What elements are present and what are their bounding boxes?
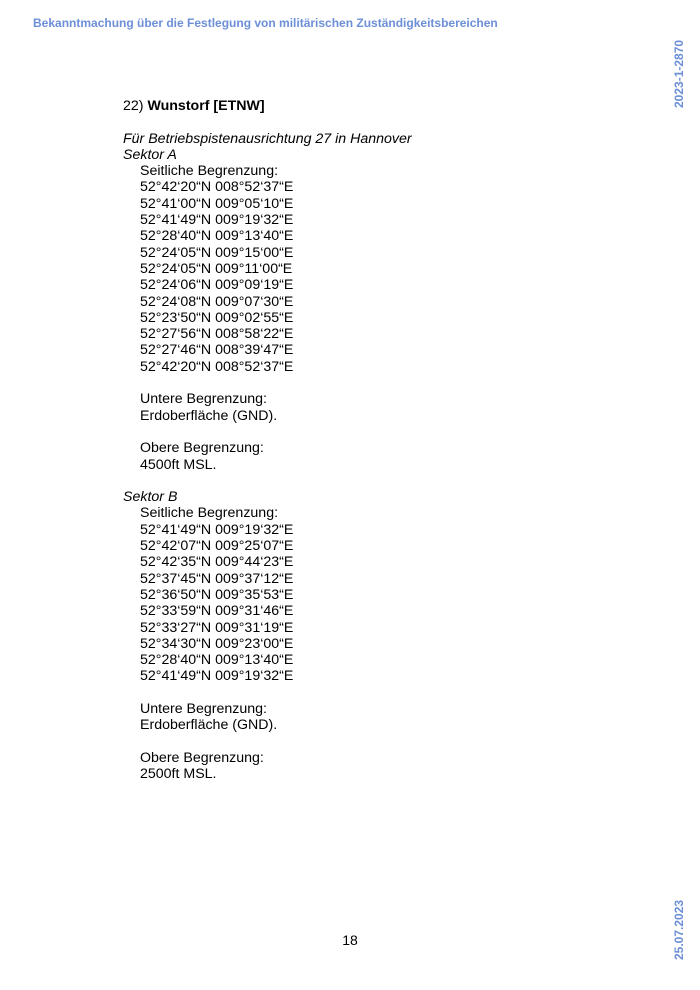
upper-limit-label: Obere Begrenzung: xyxy=(140,440,264,457)
coordinate-item: 52°28‘40“N 009°13‘40“E xyxy=(140,228,294,245)
lower-limit-label: Untere Begrenzung: xyxy=(140,700,267,717)
coordinate-item: 52°28‘40“N 009°13‘40“E xyxy=(140,652,294,669)
coordinate-item: 52°33‘59“N 009°31‘46“E xyxy=(140,603,294,620)
coordinate-list xyxy=(140,522,623,685)
side-doc-number xyxy=(662,33,686,108)
coordinate-item: 52°24‘08“N 009°07‘30“E xyxy=(140,293,294,310)
lower-limit-label: Untere Begrenzung: xyxy=(140,391,267,408)
page-number: 18 xyxy=(342,932,358,948)
date-text: 25.07.2023 xyxy=(672,899,686,960)
upper-limit-value: 2500ft MSL. xyxy=(140,766,217,783)
sector-title: Sektor B xyxy=(123,489,178,506)
lower-limit-value: Erdoberfläche (GND). xyxy=(140,407,278,424)
side-date xyxy=(662,890,686,960)
section-number: 22) xyxy=(123,98,144,114)
doc-number-text: 2023-1-2870 xyxy=(672,39,686,108)
coordinate-item: 52°41‘00“N 009°05‘10“E xyxy=(140,195,294,212)
sector-b xyxy=(123,489,623,782)
coordinate-item: 52°37‘45“N 009°37‘12“E xyxy=(140,570,294,587)
coordinate-item: 52°41‘49“N 009°19‘32“E xyxy=(140,521,294,538)
coordinate-item: 52°41‘49“N 009°19‘32“E xyxy=(140,668,294,685)
coordinate-item: 52°42‘20“N 008°52‘37“E xyxy=(140,179,294,196)
coordinate-item: 52°27‘46“N 008°39‘47“E xyxy=(140,342,294,359)
lateral-label: Seitliche Begrenzung: xyxy=(140,505,279,522)
coordinate-list xyxy=(140,179,623,375)
coordinate-item: 52°36‘50“N 009°35‘53“E xyxy=(140,586,294,603)
section-subtitle: Für Betriebspistenausrichtung 27 in Hannover xyxy=(123,130,412,147)
coordinate-item: 52°33‘27“N 009°31‘19“E xyxy=(140,619,294,636)
upper-limit-label: Obere Begrenzung: xyxy=(140,749,264,766)
upper-limit-value: 4500ft MSL. xyxy=(140,456,217,473)
coordinate-item: 52°42‘07“N 009°25‘07“E xyxy=(140,538,294,555)
coordinate-item: 52°42‘35“N 009°44‘23“E xyxy=(140,554,294,571)
coordinate-item: 52°23‘50“N 009°02‘55“E xyxy=(140,309,294,326)
coordinate-item: 52°34‘30“N 009°23‘00“E xyxy=(140,635,294,652)
coordinate-item: 52°24‘06“N 009°09‘19“E xyxy=(140,277,294,294)
coordinate-item: 52°27‘56“N 008°58‘22“E xyxy=(140,326,294,343)
coordinate-item: 52°41‘49“N 009°19‘32“E xyxy=(140,212,294,229)
coordinate-item: 52°24‘05“N 009°15‘00“E xyxy=(140,244,294,261)
coordinate-item: 52°42‘20“N 008°52‘37“E xyxy=(140,358,294,375)
lateral-label: Seitliche Begrenzung: xyxy=(140,163,279,180)
sector-title: Sektor A xyxy=(123,146,177,163)
coordinate-item: 52°24‘05“N 009°11‘00“E xyxy=(140,260,293,277)
sector-a xyxy=(123,147,623,473)
section-heading xyxy=(123,98,623,114)
lower-limit-value: Erdoberfläche (GND). xyxy=(140,717,278,734)
document-body xyxy=(123,98,623,782)
section-name: Wunstorf [ETNW] xyxy=(147,98,265,114)
document-header-title: Bekanntmachung über die Festlegung von militärischen Zuständigkeitsbereichen xyxy=(33,16,498,30)
